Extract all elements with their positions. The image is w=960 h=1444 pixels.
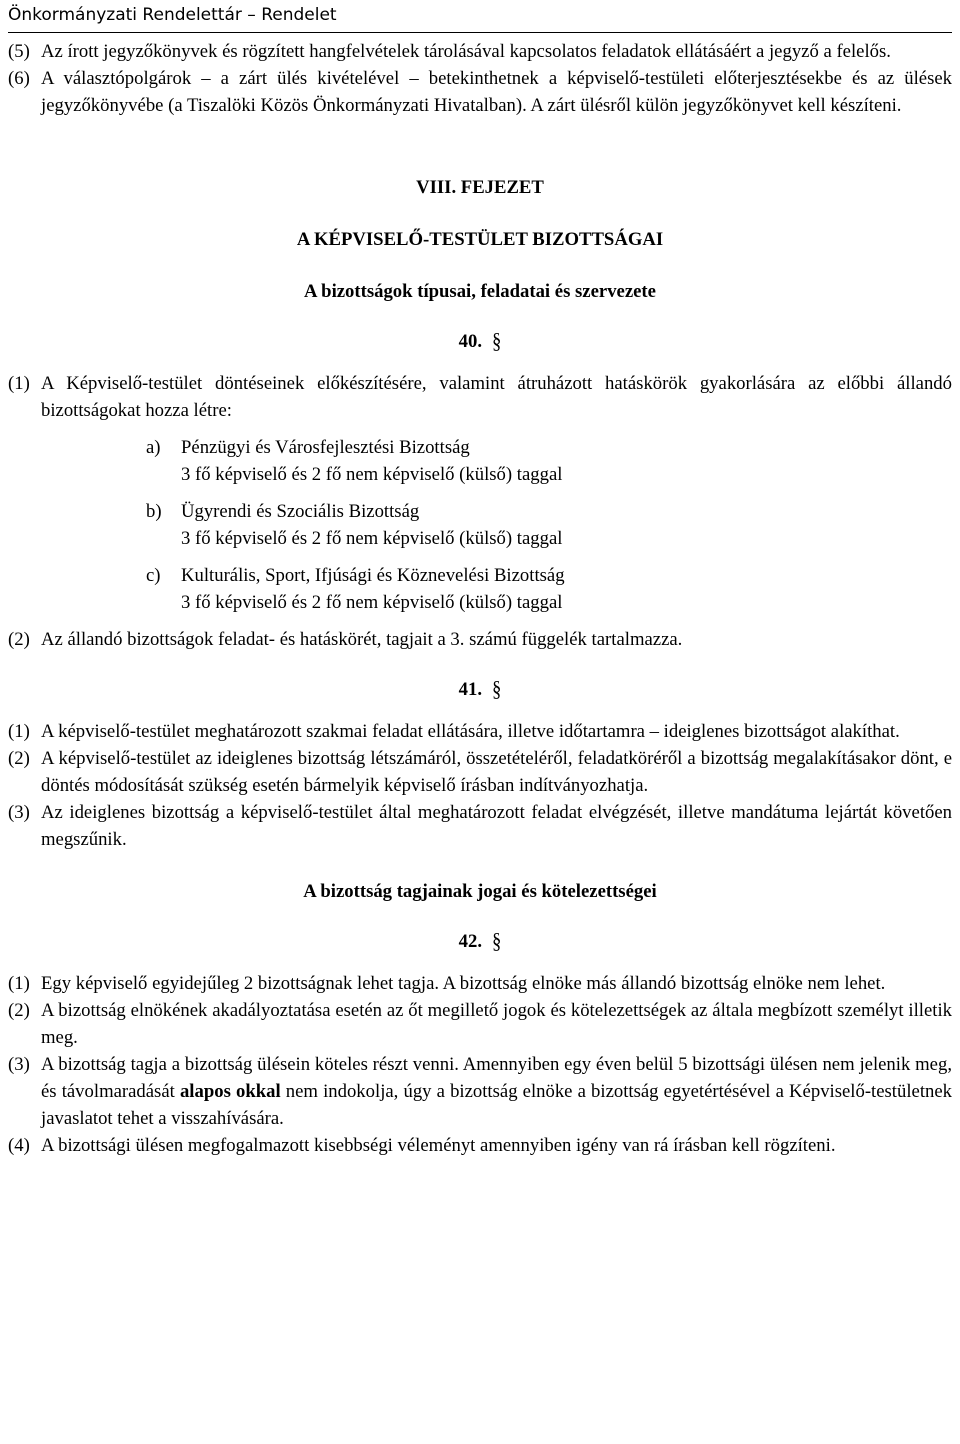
section-number: 40. bbox=[458, 331, 482, 352]
paragraph-text: A képviselő-testület az ideiglenes bizottság létszámáról, összetételéről, feladatköréről a bizottság megalakításakor dönt, e döntés módosítását szükség esetén bármelyik képviselő írásban indítványozhatja. bbox=[41, 748, 952, 796]
paragraph-42-4 bbox=[8, 1132, 952, 1159]
paragraph-text: A bizottság elnökének akadályoztatása esetén az őt megillető jogok és kötelezettségek az általa megbízott személyt illetik meg. bbox=[41, 1000, 952, 1048]
paragraph-number: (1) bbox=[8, 973, 30, 994]
committee-members: 3 fő képviselő és 2 fő nem képviselő (külső) taggal bbox=[181, 464, 563, 485]
section-42-heading bbox=[8, 928, 952, 955]
paragraph-text: Az állandó bizottságok feladat- és hatáskörét, tagjait a 3. számú függelék tartalmazza. bbox=[41, 629, 683, 650]
committee-members: 3 fő képviselő és 2 fő nem képviselő (külső) taggal bbox=[181, 528, 563, 549]
paragraph-text: A választópolgárok – a zárt ülés kivételével – betekinthetnek a képviselő-testületi előterjesztésekbe és az ülések jegyzőkönyvébe (a Tiszalöki Közös Önkormányzati Hivatalban). A zárt ülésről külön jegyzőkönyvet kell készíteni. bbox=[41, 68, 952, 116]
paragraph-number: (2) bbox=[8, 1000, 30, 1021]
section-40-heading bbox=[8, 328, 952, 355]
header-title: Önkormányzati Rendelettár – Rendelet bbox=[8, 5, 337, 25]
paragraph-number: (4) bbox=[8, 1135, 30, 1156]
paragraph-number: (2) bbox=[8, 748, 30, 769]
committee-members: 3 fő képviselő és 2 fő nem képviselő (külső) taggal bbox=[181, 592, 563, 613]
paragraph-text: A Képviselő-testület döntéseinek előkészítésére, valamint átruházott hatáskörök gyakorlására az előbbi állandó bizottságokat hozza létre: bbox=[41, 373, 952, 421]
list-item-letter: c) bbox=[146, 565, 161, 586]
list-item-letter: b) bbox=[146, 501, 162, 522]
paragraph-number: (1) bbox=[8, 373, 30, 394]
document-body bbox=[8, 38, 952, 1159]
committee-name: Pénzügyi és Városfejlesztési Bizottság bbox=[181, 437, 470, 458]
list-item-letter: a) bbox=[146, 437, 161, 458]
page-header bbox=[8, 2, 952, 33]
paragraph-42-1 bbox=[8, 970, 952, 997]
paragraph-6 bbox=[8, 65, 952, 119]
paragraph-41-3 bbox=[8, 799, 952, 853]
paragraph-number: (6) bbox=[8, 68, 30, 89]
paragraph-41-1 bbox=[8, 718, 952, 745]
section-number: 41. bbox=[458, 679, 482, 700]
paragraph-40-1 bbox=[8, 370, 952, 424]
paragraph-text: A képviselő-testület meghatározott szakmai feladat ellátására, illetve időtartamra – ideiglenes bizottságot alakíthat. bbox=[41, 721, 900, 742]
section-symbol: § bbox=[492, 328, 502, 355]
paragraph-41-2 bbox=[8, 745, 952, 799]
section-number: 42. bbox=[458, 931, 482, 952]
paragraph-42-2 bbox=[8, 997, 952, 1051]
section-symbol: § bbox=[492, 928, 502, 955]
paragraph-text: nem indokolja, úgy a bizottság elnöke a bizottság egyetértésével a Képviselő-testületnek javaslatot tehet a visszahívására. bbox=[41, 1081, 953, 1129]
paragraph-text: Az ideiglenes bizottság a képviselő-testület által meghatározott feladat elvégzését, illetve mandátuma lejártát követően megszűnik. bbox=[41, 802, 952, 850]
chapter-title: A KÉPVISELŐ-TESTÜLET BIZOTTSÁGAI bbox=[296, 229, 664, 250]
chapter-heading: VIII. FEJEZET bbox=[416, 177, 544, 198]
list-item bbox=[8, 562, 952, 616]
paragraph-number: (3) bbox=[8, 1054, 30, 1075]
paragraph-text: A bizottsági ülésen megfogalmazott kisebbségi véleményt amennyiben igény van rá írásban kell rögzíteni. bbox=[41, 1135, 836, 1156]
committee-name: Ügyrendi és Szociális Bizottság bbox=[181, 501, 420, 522]
paragraph-number: (1) bbox=[8, 721, 30, 742]
list-item bbox=[8, 498, 952, 552]
paragraph-text: Az írott jegyzőkönyvek és rögzített hangfelvételek tárolásával kapcsolatos feladatok ellátásáért a jegyző a felelős. bbox=[41, 41, 891, 62]
paragraph-text: Egy képviselő egyidejűleg 2 bizottságnak lehet tagja. A bizottság elnöke más állandó bizottság elnöke nem lehet. bbox=[41, 973, 886, 994]
committee-list bbox=[8, 434, 952, 616]
list-item bbox=[8, 434, 952, 488]
paragraph-number: (3) bbox=[8, 802, 30, 823]
section-41-heading bbox=[8, 676, 952, 703]
paragraph-number: (2) bbox=[8, 629, 30, 650]
paragraph-42-3 bbox=[8, 1051, 952, 1132]
section-symbol: § bbox=[492, 676, 502, 703]
paragraph-text: A bizottság tagja a bizottság ülésein köteles részt venni. Amennyiben egy éven belül 5 bizottsági ülésen nem jelenik meg, és távolmaradását bbox=[41, 1054, 952, 1102]
committee-name: Kulturális, Sport, Ifjúsági és Köznevelési Bizottság bbox=[181, 565, 565, 586]
section-subtitle: A bizottságok típusai, feladatai és szervezete bbox=[304, 281, 656, 302]
paragraph-number: (5) bbox=[8, 41, 30, 62]
paragraph-40-2 bbox=[8, 626, 952, 653]
bold-phrase: alapos okkal bbox=[179, 1081, 281, 1102]
paragraph-5 bbox=[8, 38, 952, 65]
section-subtitle: A bizottság tagjainak jogai és kötelezettségei bbox=[303, 881, 657, 902]
